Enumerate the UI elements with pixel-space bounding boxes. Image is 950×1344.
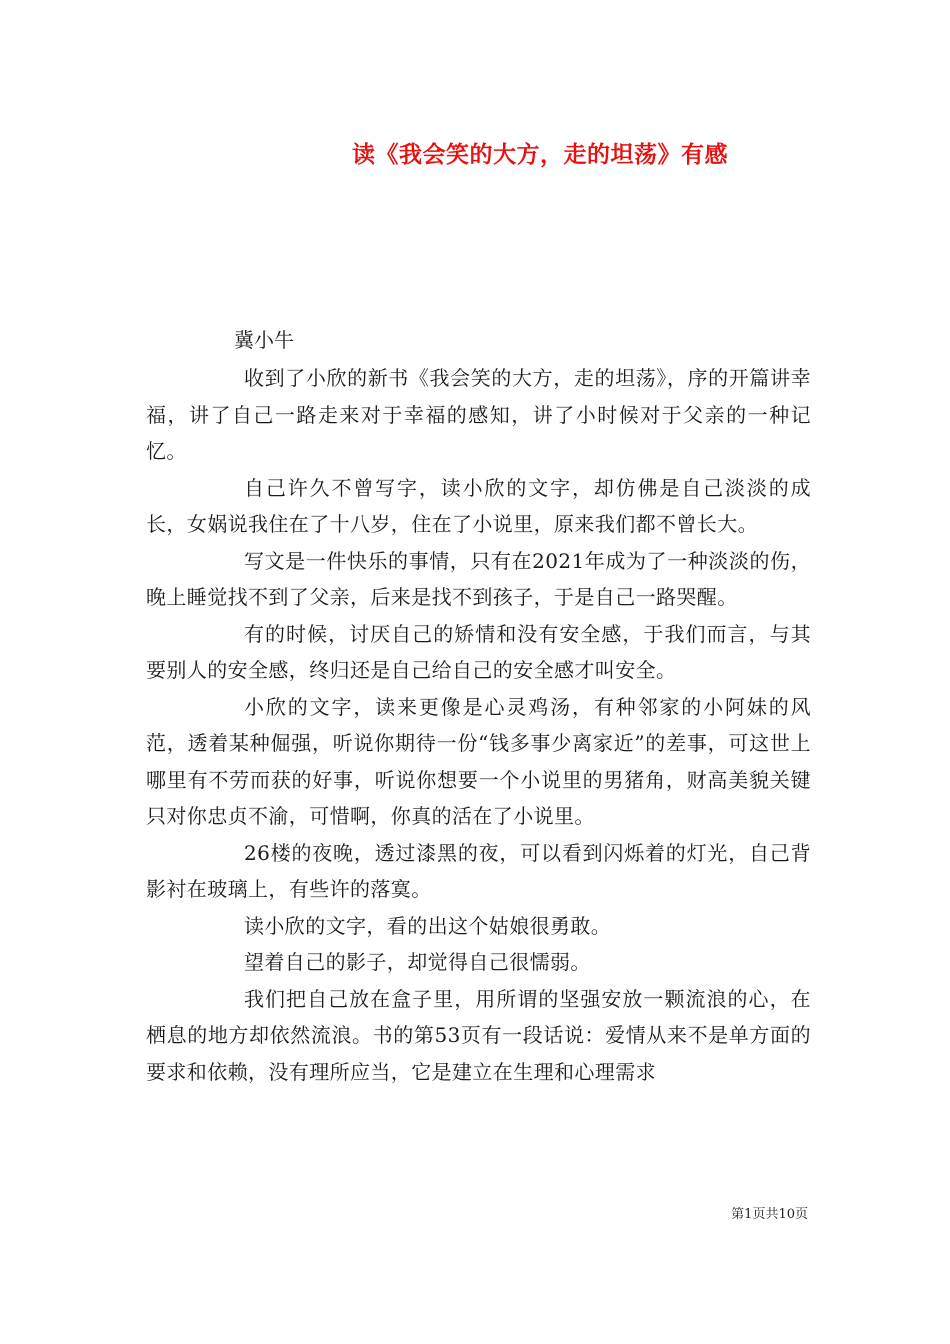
- paragraph-5: 小欣的文字，读来更像是心灵鸡汤，有种邻家的小阿妹的风范，透着某种倔强，听说你期待一份“钱多事少离家近”的差事，可这世上哪里有不劳而获的好事，听说你想要一个小说里的男猪角，财高美貌关键只对你忠贞不渝，可惜啊，你真的活在了小说里。: [146, 694, 811, 828]
- document-title: 读《我会笑的大方，走的坦荡》有感: [352, 141, 728, 168]
- paragraph-9: 我们把自己放在盒子里，用所谓的坚强安放一颗流浪的心，在栖息的地方却依然流浪。书的第53页有一段话说：爱情从来不是单方面的要求和依赖，没有理所应当，它是建立在生理和心理需求: [146, 986, 811, 1084]
- paragraph-1: 收到了小欣的新书《我会笑的大方，走的坦荡》，序的开篇讲幸福，讲了自己一路走来对于幸福的感知，讲了小时候对于父亲的一种记忆。: [146, 366, 811, 463]
- paragraph-8: 望着自己的影子，却觉得自己很懦弱。: [244, 950, 591, 974]
- paragraph-6: 26楼的夜晚，透过漆黑的夜，可以看到闪烁着的灯光，自己背影衬在玻璃上，有些许的落寞。: [146, 840, 811, 901]
- paragraph-3: 写文是一件快乐的事情，只有在2021年成为了一种淡淡的伤，晚上睡觉找不到了父亲，后来是找不到孩子，于是自己一路哭醒。: [146, 548, 811, 609]
- paragraph-4: 有的时候，讨厌自己的矫情和没有安全感，于我们而言，与其要别人的安全感，终归还是自己给自己的安全感才叫安全。: [146, 621, 811, 682]
- paragraph-7: 读小欣的文字，看的出这个姑娘很勇敢。: [244, 913, 612, 938]
- paragraph-2: 自己许久不曾写字，读小欣的文字，却仿佛是自己淡淡的成长，女娲说我住在了十八岁，住在了小说里，原来我们都不曾长大。: [146, 475, 811, 536]
- document-body: [146, 360, 811, 1090]
- author-name: 冀小牛: [234, 328, 294, 352]
- page-number-footer: 第1页共10页: [731, 1207, 808, 1222]
